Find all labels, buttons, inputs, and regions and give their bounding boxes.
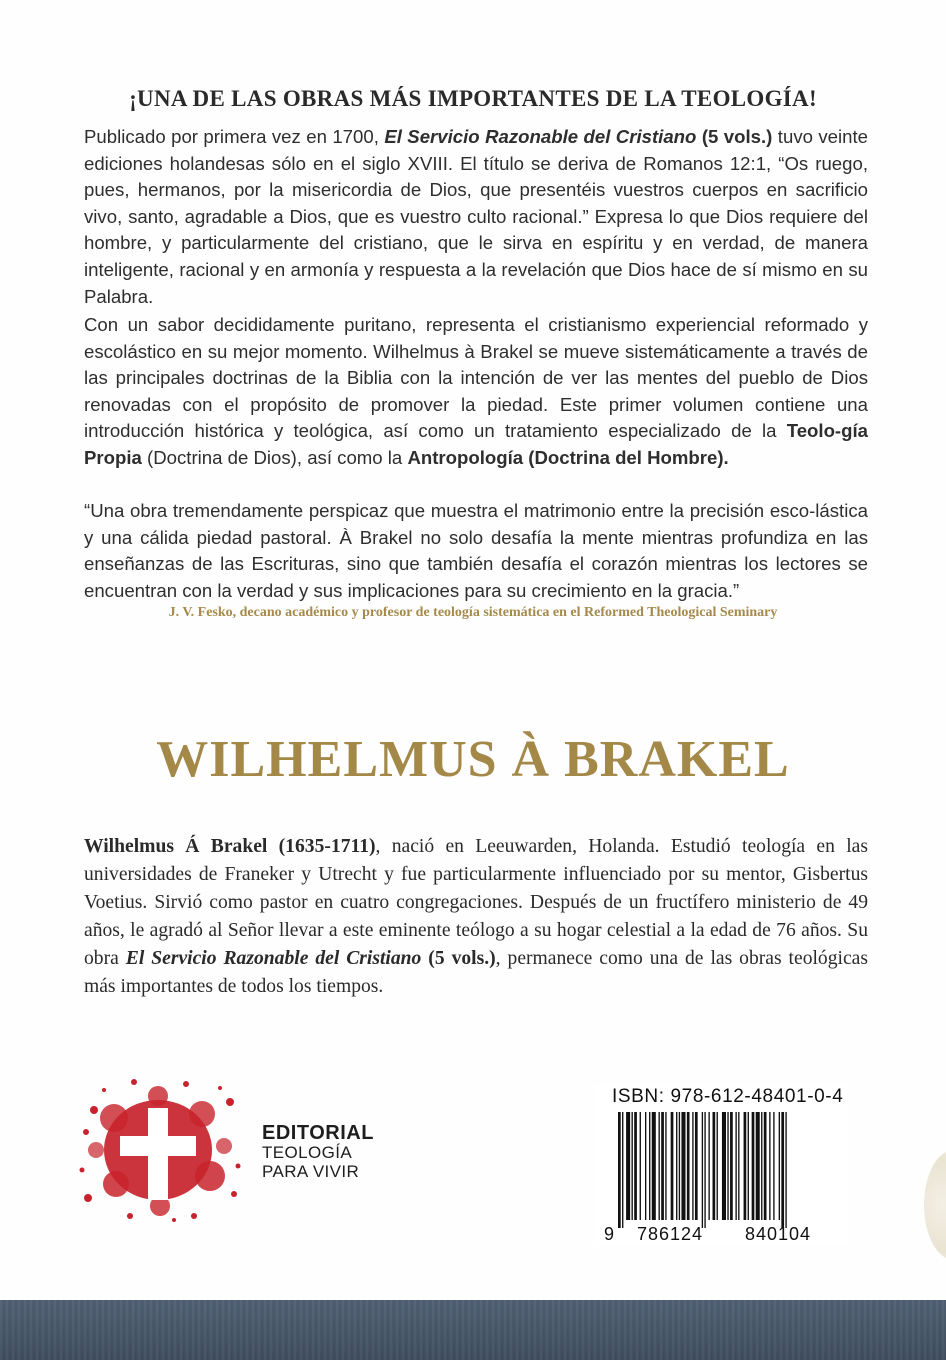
author-heading: WILHELMUS À BRAKEL xyxy=(156,731,790,788)
intro-text-continued: tuvo veinte ediciones holandesas sólo en el siglo XVIII. El título se deriva de Romanos 12:1, “Os ruego, pues, hermanos, por la misericordia de Dios, que presentéis vuestros cuerpos en sacrificio vivo, santo, agradable a Dios, que es vuestro culto racional.” Expresa lo que Dios requiere del hombre, y particularmente del cristiano, que le sirva en espíritu y en verdad, de manera inteligente, racional y en armonía y respuesta a la revelación que Dios hace de sí mismo en su Palabra. xyxy=(84,126,868,307)
barcode-digits-right: 840104 xyxy=(744,1224,812,1244)
publisher-line-2: TEOLOGÍA xyxy=(262,1143,353,1162)
endorsement-quote xyxy=(84,498,868,604)
book-title-italic: El Servicio Razonable del Cristiano xyxy=(384,126,697,147)
volumes-note: (5 vols.) xyxy=(696,126,773,147)
teologia-propia-bold: Teolo-gía Propia xyxy=(84,420,868,468)
publisher-name xyxy=(262,1124,374,1181)
page-edge-shadow xyxy=(924,1150,946,1260)
barcode-digit-first: 9 xyxy=(604,1224,615,1244)
author-bio xyxy=(84,833,868,1001)
intro-paragraph-1 xyxy=(84,124,868,310)
intro-text: Publicado por primera vez en 1700, xyxy=(84,126,385,147)
bio-text-end: , permanece como una de las obras teológicas más importantes de todos los tiempos. xyxy=(84,948,868,997)
intro2-text: Con un sabor decididamente puritano, representa el cristianismo experiencial reformado y escolástico en su mejor momento. Wilhelmus à Brakel se mueve sistemáticamente a través de las principales doctrinas de la Biblia con la intención de ver las mentes del pueblo de Dios renovadas con el propósito de promover la piedad. Este primer volumen contiene una introducción histórica y teológica, así como un tratamiento especializado de la xyxy=(84,314,868,442)
bottom-texture-band xyxy=(0,1300,946,1360)
barcode-digits-left: 786124 xyxy=(636,1224,704,1244)
intro2-text-mid: (Doctrina de Dios), así como la xyxy=(141,446,408,468)
quote-text: “Una obra tremendamente perspicaz que muestra el matrimonio entre la precisión esco-lástica y una cálida piedad pastoral. À Brakel no solo desafía la mente mientras profundiza en las enseñanzas de las Escrituras, sino que también desafía el corazón mientras los lectores se encuentran con la verdad y sus implicaciones para su crecimiento en la gracia.” xyxy=(84,500,868,601)
bio-text: , nació en Leeuwarden, Holanda. Estudió teología en las universidades de Franeker y Utrecht y fue particularmente influenciado por su mentor, Gisbertus Voetius. Sirvió como pastor en cuatro congregaciones. Después de un fructífero ministerio de 49 años, le agradó al Señor llevar a este eminente teólogo a su hogar celestial a la edad de 76 años. Su obra xyxy=(84,836,868,969)
publisher-line-3: PARA VIVIR xyxy=(262,1162,360,1181)
quote-attribution: J. V. Fesko, decano académico y profesor de teología sistemática en el Reformed Theological Seminary xyxy=(168,605,778,620)
author-name-bold: Wilhelmus Á Brakel (1635-1711) xyxy=(84,836,376,857)
intro-paragraph-2 xyxy=(84,312,868,472)
barcode-icon xyxy=(604,1112,840,1228)
headline: ¡UNA DE LAS OBRAS MÁS IMPORTANTES DE LA TEOLOGÍA! xyxy=(129,86,817,111)
publisher-line-1: EDITORIAL xyxy=(262,1122,374,1144)
red-splatter-cross-icon xyxy=(74,1074,244,1224)
bio-volumes-note: (5 vols.) xyxy=(421,948,496,969)
isbn-label: ISBN: 978-612-48401-0-4 xyxy=(612,1086,844,1107)
bio-book-title: El Servicio Razonable del Cristiano xyxy=(125,948,422,969)
antropologia-bold: Antropología (Doctrina del Hombre). xyxy=(407,446,729,468)
